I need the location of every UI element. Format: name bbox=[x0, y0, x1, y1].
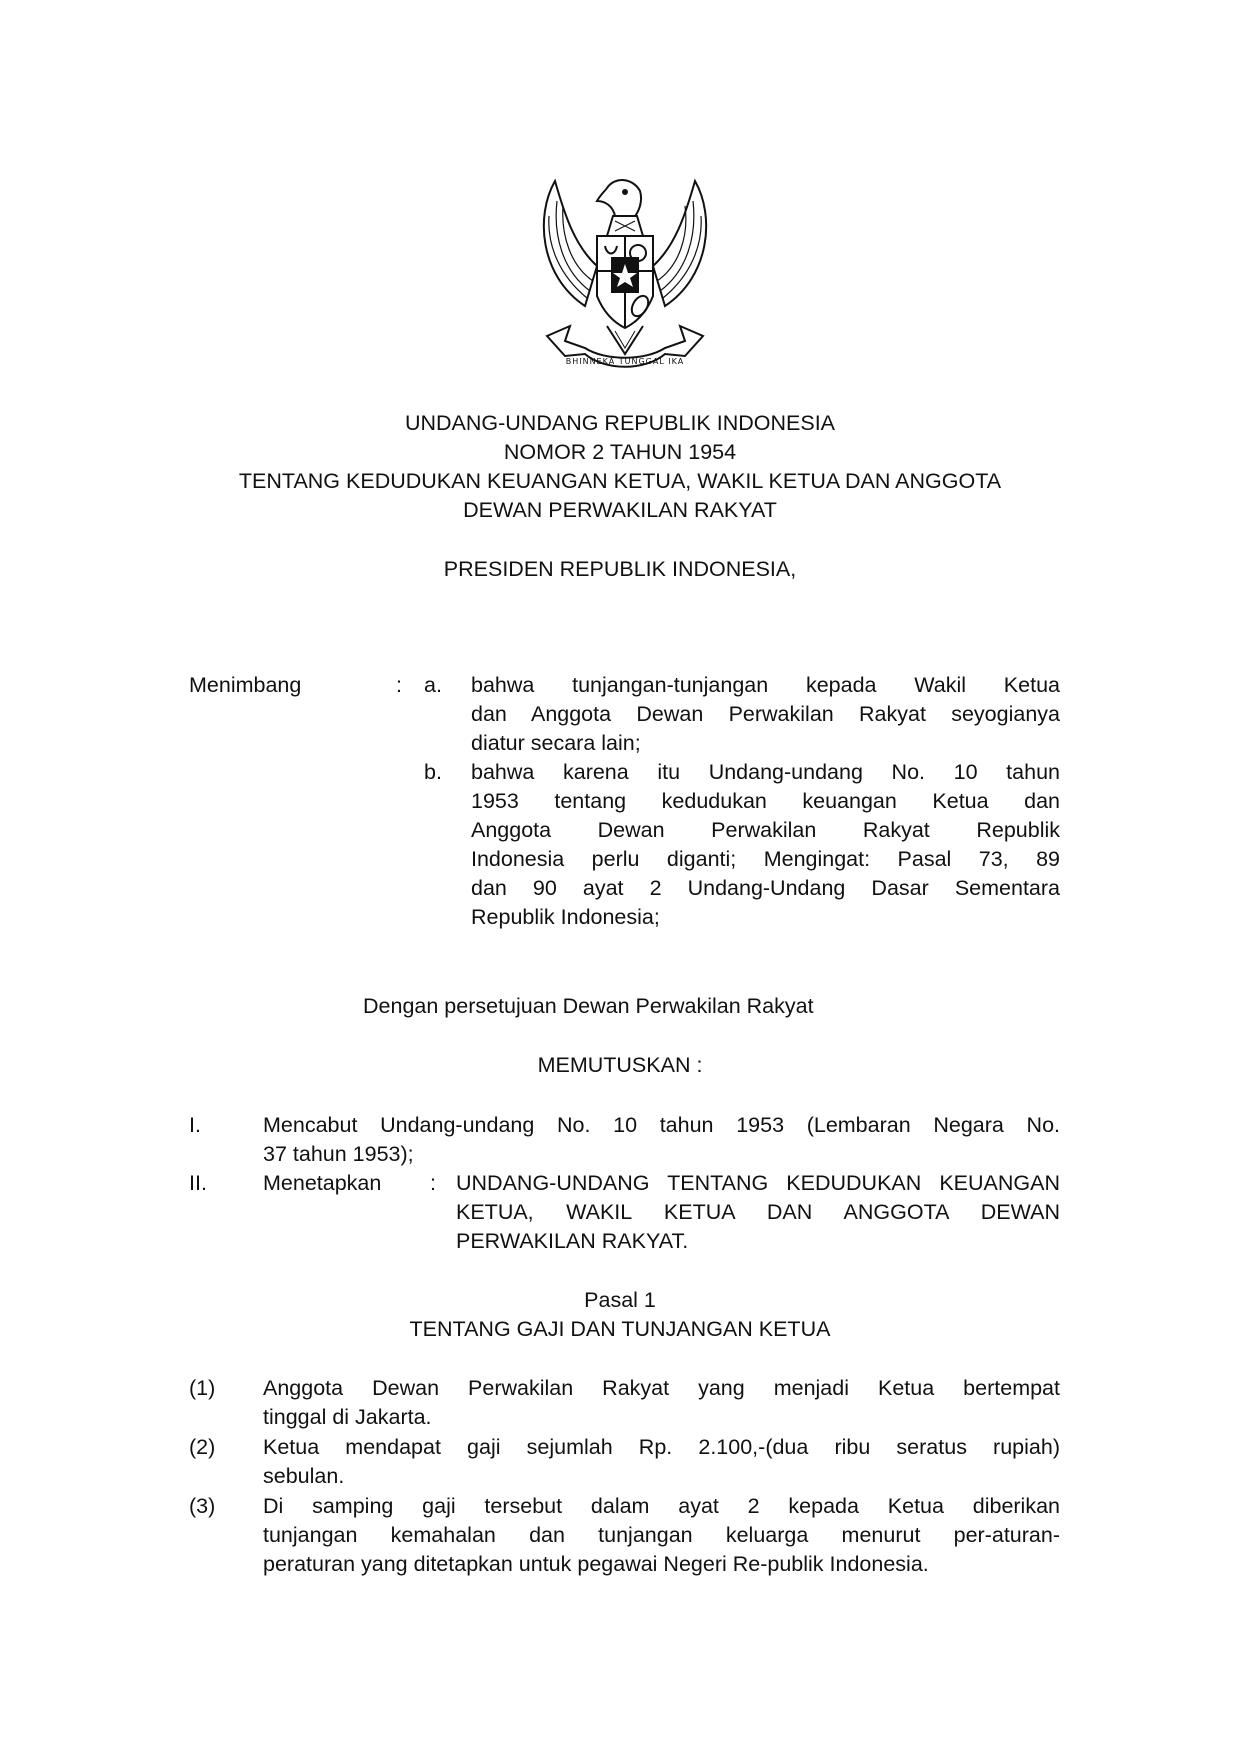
item-marker: b. bbox=[424, 760, 442, 784]
menimbang-item-b bbox=[471, 758, 1060, 932]
ayat-3 bbox=[263, 1492, 1060, 1579]
text-line: KETUA, WAKIL KETUA DAN ANGGOTA DEWAN bbox=[456, 1200, 1060, 1224]
item-marker: a. bbox=[424, 673, 442, 697]
menetapkan-label: Menetapkan bbox=[263, 1171, 382, 1195]
text-line: tinggal di Jakarta. bbox=[263, 1405, 432, 1429]
text-line: Di samping gaji tersebut dalam ayat 2 kepada Ketua diberikan bbox=[263, 1494, 1060, 1518]
text-line: Indonesia perlu diganti; Mengingat: Pasal 73, 89 bbox=[471, 847, 1060, 871]
menimbang-label: Menimbang bbox=[189, 673, 302, 697]
text-line: tunjangan kemahalan dan tunjangan keluarga menurut per-aturan- bbox=[263, 1523, 1060, 1547]
text-line: dan Anggota Dewan Perwakilan Rakyat seyogianya bbox=[471, 702, 1060, 726]
text-line: peraturan yang ditetapkan untuk pegawai Negeri Re-publik Indonesia. bbox=[263, 1552, 929, 1576]
document-title bbox=[0, 409, 1240, 525]
text-line: diatur secara lain; bbox=[471, 731, 641, 755]
pasal-title: Pasal 1 bbox=[584, 1288, 656, 1312]
text-line: Republik Indonesia; bbox=[471, 905, 660, 929]
text-line: Ketua mendapat gaji sejumlah Rp. 2.100,-(dua ribu seratus rupiah) bbox=[263, 1435, 1060, 1459]
ayat-marker: (2) bbox=[189, 1435, 216, 1459]
title-line: TENTANG KEDUDUKAN KEUANGAN KETUA, WAKIL KETUA DAN ANGGOTA bbox=[238, 469, 1002, 493]
text-line: 37 tahun 1953); bbox=[263, 1142, 414, 1166]
text-line: Anggota Dewan Perwakilan Rakyat Republik bbox=[471, 818, 1060, 842]
decision-marker: II. bbox=[189, 1171, 207, 1195]
ayat-marker: (1) bbox=[189, 1376, 216, 1400]
president-heading: PRESIDEN REPUBLIK INDONESIA, bbox=[443, 557, 797, 581]
persetujuan-text: Dengan persetujuan Dewan Perwakilan Rakyat bbox=[363, 994, 814, 1018]
title-line: DEWAN PERWAKILAN RAKYAT bbox=[463, 498, 777, 522]
text-line: bahwa karena itu Undang-undang No. 10 tahun bbox=[471, 760, 1060, 784]
menetapkan-colon: : bbox=[430, 1171, 436, 1195]
title-line: NOMOR 2 TAHUN 1954 bbox=[503, 440, 737, 464]
menimbang-item-a bbox=[471, 671, 1060, 758]
text-line: 1953 tentang kedudukan keuangan Ketua dan bbox=[471, 789, 1060, 813]
title-line: UNDANG-UNDANG REPUBLIK INDONESIA bbox=[404, 411, 836, 435]
text-line: bahwa tunjangan-tunjangan kepada Wakil Ketua bbox=[471, 673, 1060, 697]
ayat-2 bbox=[263, 1433, 1060, 1491]
decision-marker: I. bbox=[189, 1113, 201, 1137]
text-line: sebulan. bbox=[263, 1464, 345, 1488]
pasal-heading bbox=[0, 1286, 1240, 1344]
text-line: dan 90 ayat 2 Undang-Undang Dasar Sementara bbox=[471, 876, 1060, 900]
ayat-1 bbox=[263, 1374, 1060, 1432]
emblem-motto: BHINNEKA TUNGGAL IKA bbox=[565, 357, 685, 366]
text-line: UNDANG-UNDANG TENTANG KEDUDUKAN KEUANGAN bbox=[456, 1171, 1060, 1195]
text-line: Anggota Dewan Perwakilan Rakyat yang menjadi Ketua bertempat bbox=[263, 1376, 1060, 1400]
ayat-marker: (3) bbox=[189, 1494, 216, 1518]
memutuskan-heading: MEMUTUSKAN : bbox=[537, 1053, 703, 1077]
decision-i bbox=[263, 1111, 1060, 1169]
garuda-emblem bbox=[535, 176, 715, 374]
menimbang-colon: : bbox=[396, 673, 402, 697]
pasal-subtitle: TENTANG GAJI DAN TUNJANGAN KETUA bbox=[409, 1317, 831, 1341]
text-line: Mencabut Undang-undang No. 10 tahun 1953 (Lembaran Negara No. bbox=[263, 1113, 1060, 1137]
decision-ii bbox=[456, 1169, 1060, 1256]
text-line: PERWAKILAN RAKYAT. bbox=[456, 1229, 689, 1253]
